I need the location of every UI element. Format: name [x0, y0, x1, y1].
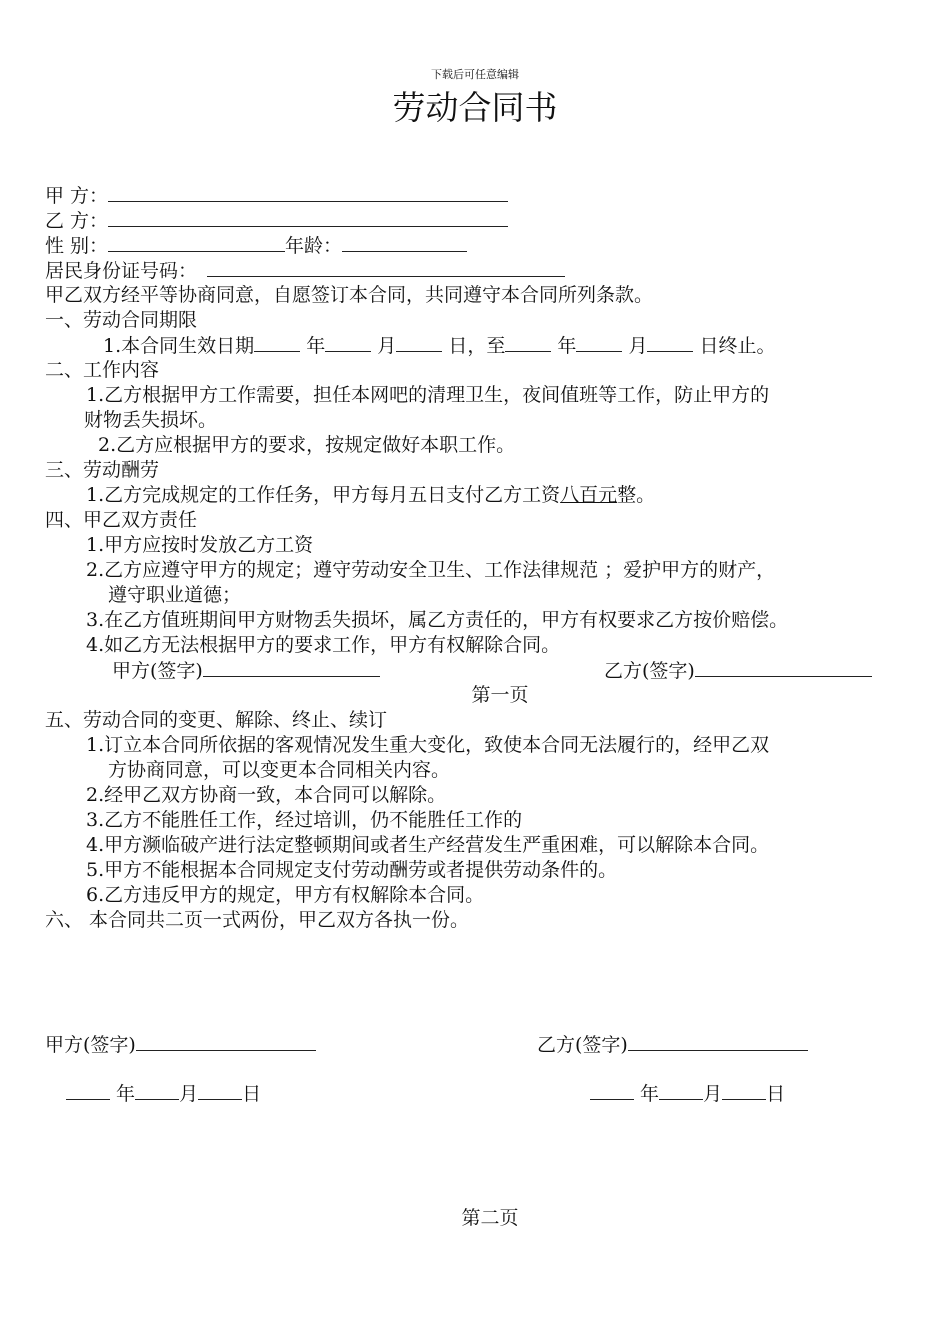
section5-item1-line1: 1.订立本合同所依据的客观情况发生重大变化，致使本合同无法履行的，经甲乙双 [86, 734, 770, 756]
signature-blank[interactable] [628, 1032, 808, 1051]
section5-item3: 3.乙方不能胜任工作，经过培训，仍不能胜任工作的 [86, 809, 523, 831]
gender-label: 性 别： [45, 235, 109, 257]
signature-party-a-1 [112, 658, 380, 683]
section2-item2: 2.乙方应根据甲方的要求，按规定做好本职工作。 [98, 434, 516, 456]
party-b-label: 乙 方： [45, 210, 109, 232]
page2-footer: 第二页 [461, 1207, 519, 1229]
end-day-blank[interactable] [647, 333, 693, 352]
section5-heading: 五、劳动合同的变更、解除、终止、续订 [45, 709, 388, 731]
party-a-row [45, 183, 508, 208]
section1-item1 [103, 333, 776, 358]
section2-item1-line1: 1.乙方根据甲方工作需要，担任本网吧的清理卫生，夜间值班等工作，防止甲方的 [86, 384, 770, 406]
section3-heading: 三、劳动酬劳 [45, 459, 160, 481]
date-party-a [66, 1081, 261, 1106]
section4-item1: 1.甲方应按时发放乙方工资 [86, 534, 314, 556]
section5-item6: 6.乙方违反甲方的规定，甲方有权解除本合同。 [86, 884, 485, 906]
start-year-blank[interactable] [254, 333, 300, 352]
section4-item2-line2: 遵守职业道德； [108, 584, 242, 606]
age-blank[interactable] [342, 233, 467, 252]
section2-item1-line2: 财物丢失损坏。 [84, 409, 218, 431]
signature-label: 乙方(签字) [537, 1034, 628, 1056]
year-blank[interactable] [66, 1081, 110, 1100]
section2-heading: 二、工作内容 [45, 359, 160, 381]
signature-blank[interactable] [136, 1032, 316, 1051]
date-party-b [590, 1081, 785, 1106]
section3-item1 [86, 483, 655, 507]
end-year-blank[interactable] [505, 333, 551, 352]
section5-item2: 2.经甲乙双方协商一致，本合同可以解除。 [86, 784, 447, 806]
id-blank[interactable] [207, 258, 565, 277]
section4-item4: 4.如乙方无法根据甲方的要求工作，甲方有权解除合同。 [86, 634, 561, 656]
page1-footer: 第一页 [471, 684, 529, 706]
signature-label: 甲方(签字) [45, 1034, 136, 1056]
year-label: 年 [640, 1083, 660, 1105]
day-blank[interactable] [198, 1081, 242, 1100]
id-label: 居民身份证号码： [45, 260, 198, 282]
end-month-blank[interactable] [576, 333, 622, 352]
year-label: 年 [557, 335, 577, 357]
month-label: 月 [377, 335, 397, 357]
year-blank[interactable] [590, 1081, 634, 1100]
signature-blank[interactable] [695, 658, 872, 677]
section5-item4: 4.甲方濒临破产进行法定整顿期间或者生产经营发生严重困难，可以解除本合同。 [86, 834, 770, 856]
gender-blank[interactable] [108, 233, 285, 252]
party-b-row [45, 208, 508, 233]
year-label: 年 [116, 1083, 136, 1105]
wage-amount: 八百元 [560, 484, 618, 506]
section1-heading: 一、劳动合同期限 [45, 309, 198, 331]
party-a-label: 甲 方： [45, 185, 109, 207]
wage-text: 1.乙方完成规定的工作任务，甲方每月五日支付乙方工资 [86, 484, 561, 506]
intro-text: 甲乙双方经平等协商同意，自愿签订本合同，共同遵守本合同所列条款。 [45, 284, 654, 306]
section6-heading: 六、 本合同共二页一式两份，甲乙双方各执一份。 [45, 909, 470, 931]
start-month-blank[interactable] [325, 333, 371, 352]
month-label: 月 [628, 335, 648, 357]
month-blank[interactable] [659, 1081, 703, 1100]
signature-party-b-2 [537, 1032, 808, 1057]
day-label: 日 [766, 1083, 786, 1105]
signature-blank[interactable] [203, 658, 380, 677]
month-label: 月 [703, 1083, 723, 1105]
page-title: 劳动合同书 [392, 88, 558, 127]
age-label: 年龄： [285, 235, 343, 257]
party-b-blank[interactable] [108, 208, 508, 227]
wage-text-end: 整。 [617, 484, 656, 506]
signature-label: 甲方(签字) [112, 660, 203, 682]
term-start-label: 1.本合同生效日期 [103, 335, 255, 357]
day-end-label: 日终止。 [699, 335, 776, 357]
party-a-blank[interactable] [108, 183, 508, 202]
id-row [45, 258, 565, 283]
day-blank[interactable] [722, 1081, 766, 1100]
year-label: 年 [306, 335, 326, 357]
start-day-blank[interactable] [396, 333, 442, 352]
section4-item3: 3.在乙方值班期间甲方财物丢失损坏，属乙方责任的，甲方有权要求乙方按价赔偿。 [86, 609, 789, 631]
month-label: 月 [179, 1083, 199, 1105]
section4-heading: 四、甲乙双方责任 [45, 509, 198, 531]
section4-item2-line1: 2.乙方应遵守甲方的规定；遵守劳动安全卫生、工作法律规范 ；爱护甲方的财产， [86, 559, 776, 581]
section5-item5: 5.甲方不能根据本合同规定支付劳动酬劳或者提供劳动条件的。 [86, 859, 618, 881]
day-label: 日 [242, 1083, 262, 1105]
signature-party-b-1 [604, 658, 872, 683]
signature-label: 乙方(签字) [604, 660, 695, 682]
header-note: 下载后可任意编辑 [431, 68, 519, 81]
month-blank[interactable] [135, 1081, 179, 1100]
signature-party-a-2 [45, 1032, 316, 1057]
day-to-label: 日，至 [448, 335, 506, 357]
gender-age-row [45, 233, 467, 258]
section5-item1-line2: 方协商同意，可以变更本合同相关内容。 [108, 759, 451, 781]
